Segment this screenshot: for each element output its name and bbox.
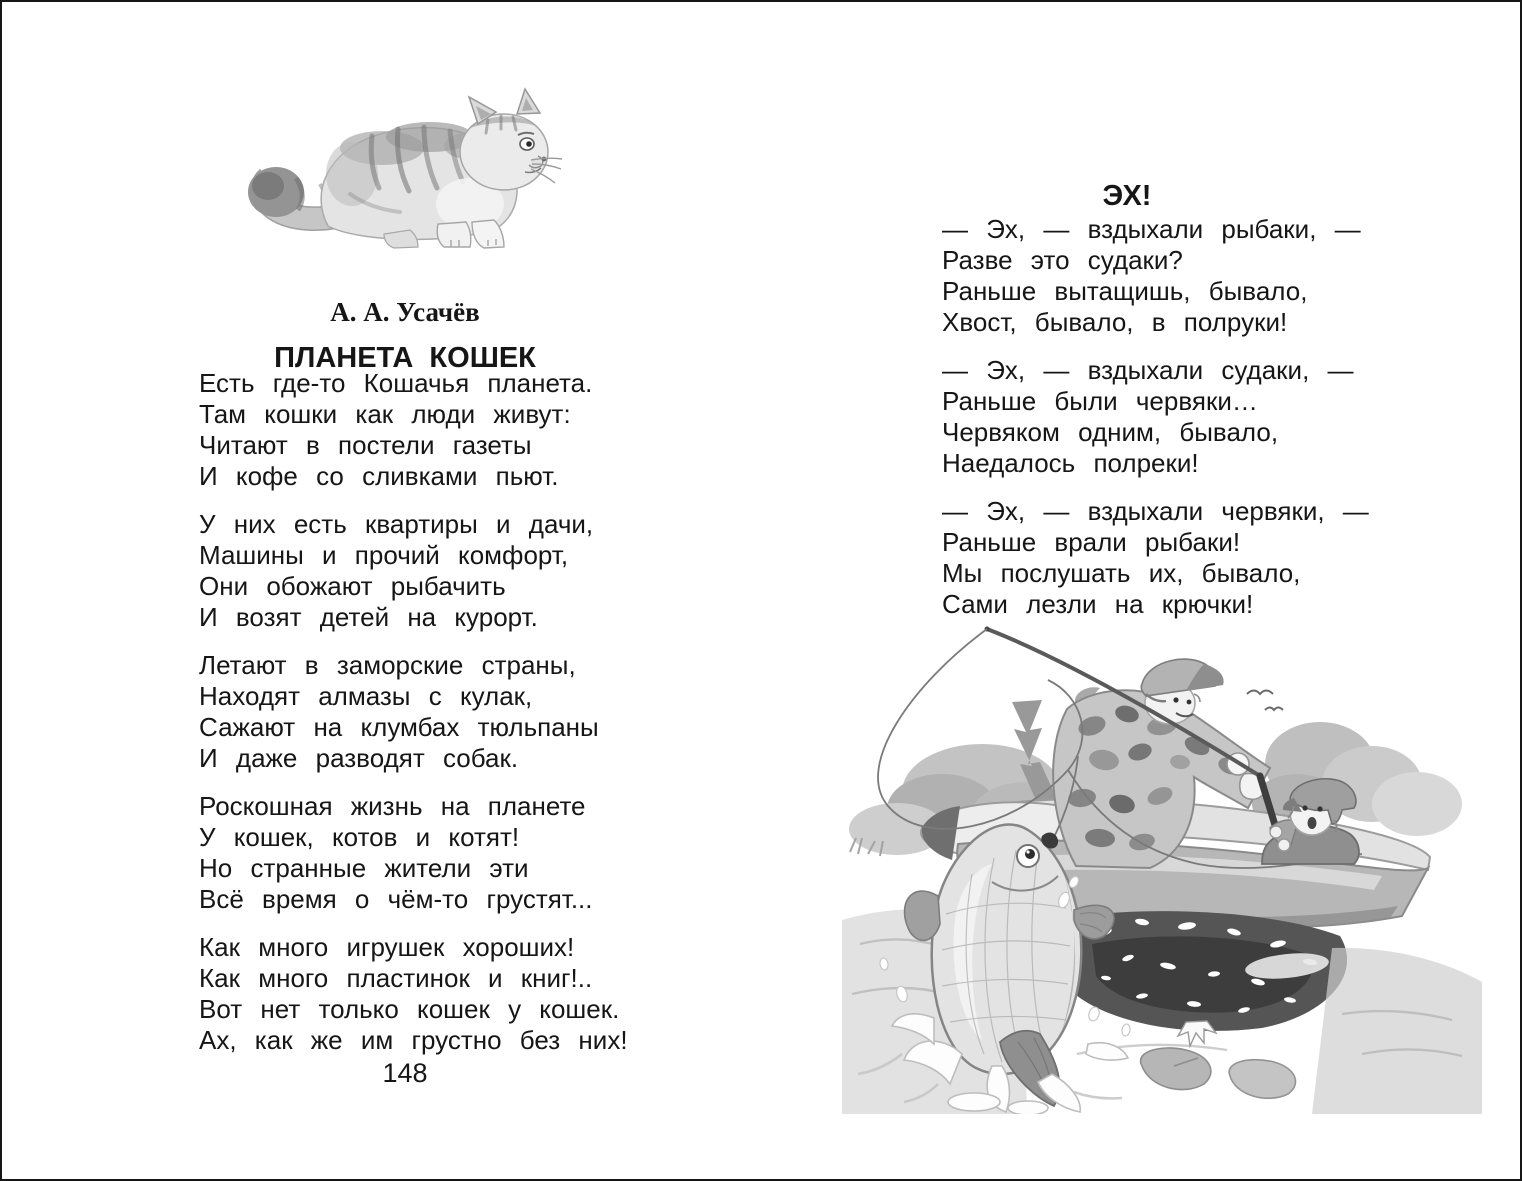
stanza [942,214,1362,338]
poem-right [942,214,1369,637]
poem-line: — Эх, — вздыхали рыбаки, — [942,214,1361,244]
poem-line: Читают в постели газеты [199,430,532,460]
poem-title-right: ЭХ! [1102,180,1152,213]
stanza [942,355,1362,479]
birds-icon [1247,691,1283,711]
poem-line: Есть где-то Кошачья планета. [199,368,593,398]
poem-line: У кошек, котов и котят! [199,822,520,852]
fishing-illustration [842,614,1482,1114]
cat-illustration [232,74,572,262]
poem-line: Червяком одним, бывало, [942,417,1279,447]
cat-drawing [232,74,572,262]
stanza [199,368,649,492]
poem-line: Раньше вытащишь, бывало, [942,276,1308,306]
poem-line: Они обожают рыбачить [199,571,506,601]
poem-title-left: ПЛАНЕТА КОШЕК [274,342,536,375]
stanza [199,650,649,774]
poem-line: Находят алмазы с кулак, [199,681,533,711]
poem-line: И кофе со сливками пьют. [199,461,559,491]
poem-line: — Эх, — вздыхали червяки, — [942,496,1369,526]
stanza [199,932,649,1056]
stanza [199,791,649,915]
poem-line: Разве это судаки? [942,245,1183,275]
poem-line: Всё время о чём-то грустят... [199,884,593,914]
poem-line: И даже разводят собак. [199,743,519,773]
poem-line: Но странные жители эти [199,853,529,883]
poem-line: У них есть квартиры и дачи, [199,509,594,539]
poem-line: Хвост, бывало, в полруки! [942,307,1288,337]
poem-line: И возят детей на курорт. [199,602,538,632]
poem-line: Вот нет только кошек у кошек. [199,994,620,1024]
page-number: 148 [382,1058,428,1088]
poem-line: Роскошная жизнь на планете [199,791,586,821]
poem-line: Наедалось полреки! [942,448,1199,478]
poem-line: — Эх, — вздыхали судаки, — [942,355,1354,385]
poem-line: Летают в заморские страны, [199,650,576,680]
poem-line: Машины и прочий комфорт, [199,540,569,570]
stanza [942,496,1369,620]
poem-author: А. А. Усачёв [330,297,480,327]
poem-line: Мы послушать их, бывало, [942,558,1301,588]
poem-line: Ах, как же им грустно без них! [199,1025,628,1055]
poem-line: Как много игрушек хороших! [199,932,575,962]
poem-line: Там кошки как люди живут: [199,399,571,429]
stanza [199,509,649,633]
poem-line: Раньше врали рыбаки! [942,527,1241,557]
poem-line: Сами лезли на крючки! [942,589,1254,619]
poem-line: Сажают на клумбах тюльпаны [199,712,599,742]
fishing-scene-drawing [842,614,1482,1114]
poem-line: Раньше были червяки… [942,386,1258,416]
poem-line: Как много пластинок и книг!.. [199,963,593,993]
poem-left [199,368,649,1073]
